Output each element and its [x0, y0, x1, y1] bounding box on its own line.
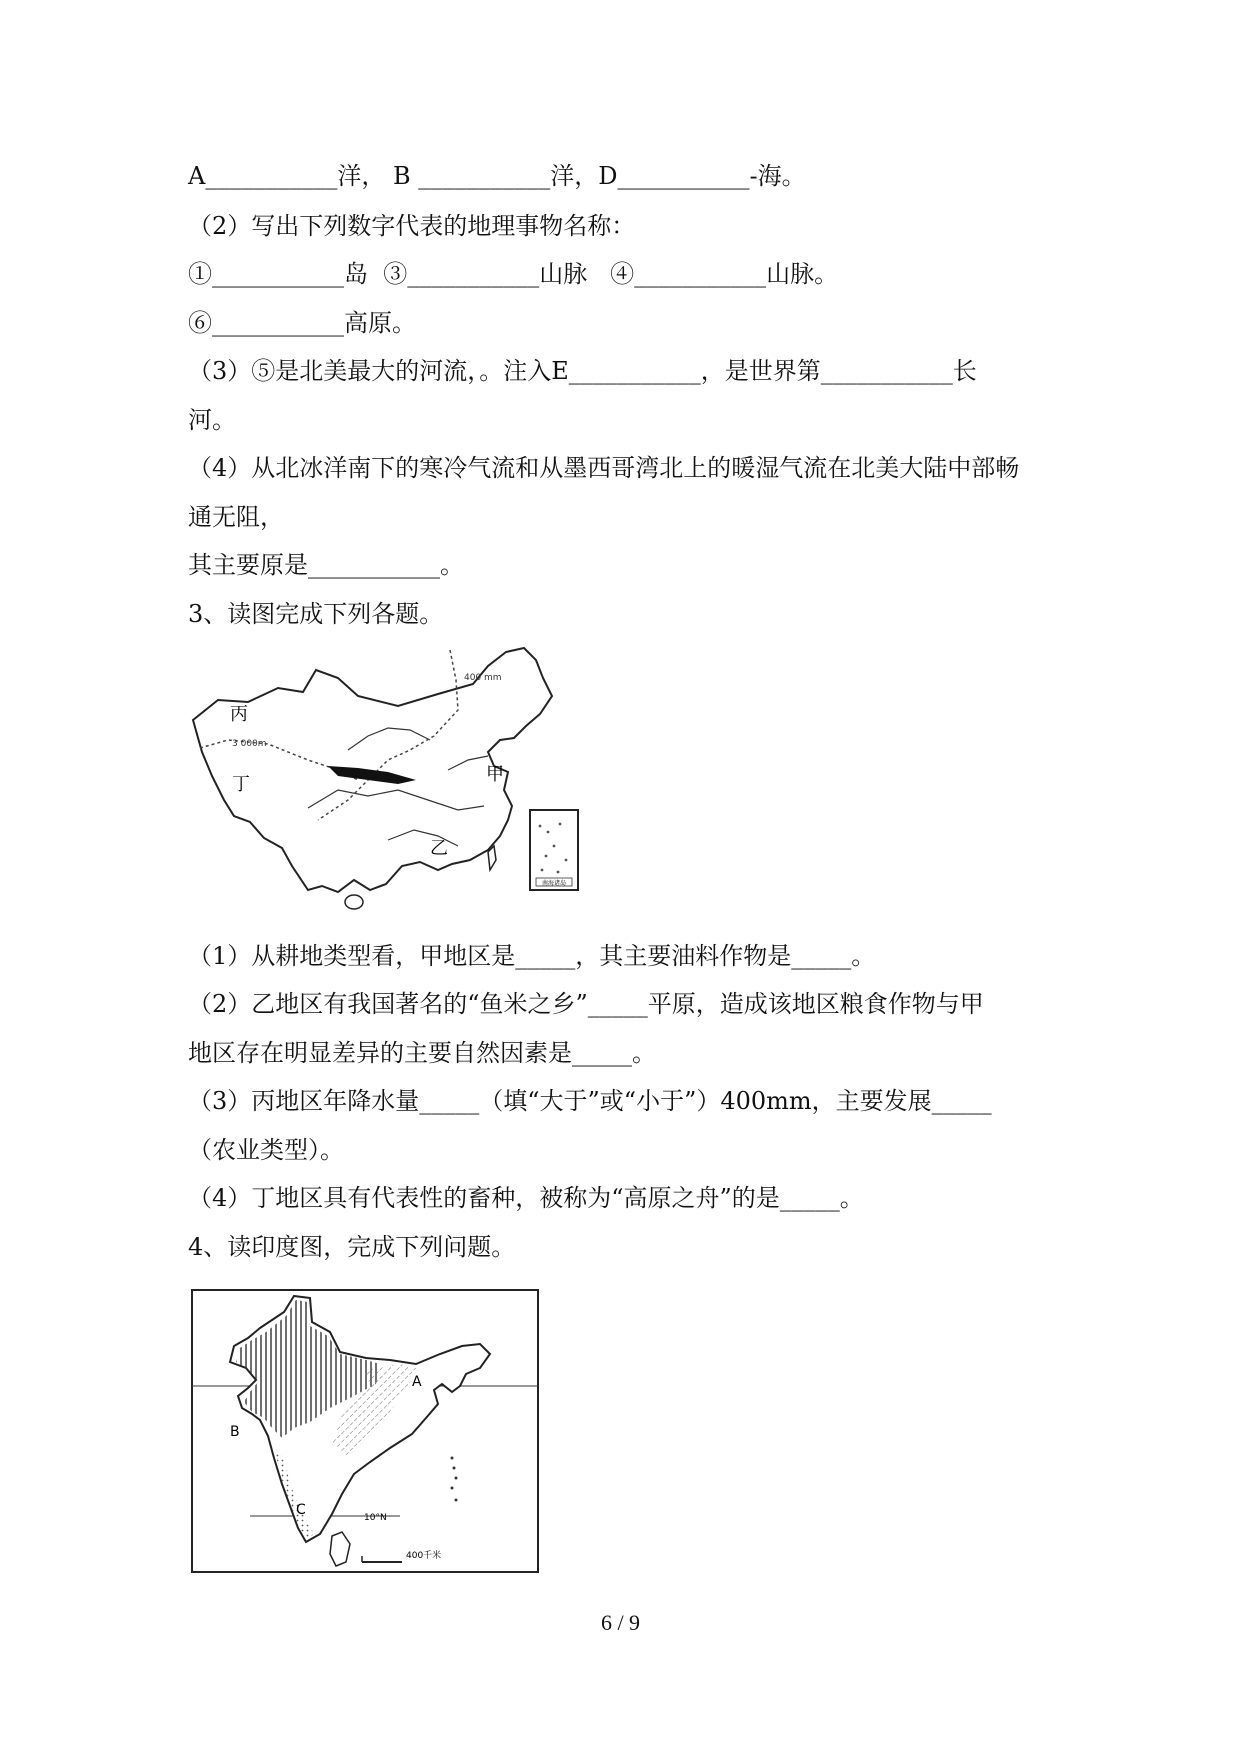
- question-4-title: 4、读印度图，完成下列问题。: [188, 1233, 516, 1261]
- text-line-1: A___________洋， B ___________洋，D___________-海。: [188, 162, 806, 190]
- label-10n: 10°N: [364, 1513, 387, 1523]
- text-line-q3-6: （4）丁地区具有代表性的畜种，被称为“高原之舟”的是_____。: [188, 1184, 864, 1212]
- china-map: [188, 640, 580, 930]
- text-line-6: 河。: [188, 406, 236, 434]
- text-line-q3-3: 地区存在明显差异的主要自然因素是_____。: [188, 1039, 656, 1067]
- text-line-q3-4: （3）丙地区年降水量_____（填“大于”或“小于”）400mm，主要发展_____: [188, 1087, 992, 1115]
- text-line-8: 通无阻，: [188, 503, 284, 531]
- question-3-title: 3、读图完成下列各题。: [188, 600, 444, 628]
- text-line-9: 其主要原是___________。: [188, 551, 464, 579]
- inset-label: 南海诸岛: [541, 880, 567, 887]
- label-isohyet: 400 mm: [464, 673, 502, 683]
- text-line-7: （4）从北冰洋南下的寒冷气流和从墨西哥湾北上的暖湿气流在北美大陆中部畅: [188, 454, 1020, 482]
- scale-label: 400千米: [406, 1551, 442, 1561]
- text-line-q3-2: （2）乙地区有我国著名的“鱼米之乡”_____平原，造成该地区粮食作物与甲: [188, 990, 984, 1018]
- text-line-2: （2）写出下列数字代表的地理事物名称：: [188, 212, 636, 240]
- label-yi: 乙: [430, 838, 448, 859]
- label-c: C: [296, 1502, 306, 1518]
- text-line-q3-1: （1）从耕地类型看，甲地区是_____，其主要油料作物是_____。: [188, 942, 876, 970]
- label-jia: 甲: [486, 764, 504, 785]
- label-a: A: [412, 1374, 422, 1390]
- text-line-3: ①___________岛 ③___________山脉 ④___________山脉。: [188, 260, 839, 288]
- label-ding: 丁: [232, 774, 250, 795]
- page-number: 6 / 9: [600, 1610, 641, 1635]
- label-contour: 3 000m: [232, 739, 267, 749]
- label-bing: 丙: [230, 704, 248, 725]
- text-line-4: ⑥___________高原。: [188, 309, 416, 337]
- text-line-q3-5: （农业类型）。: [188, 1136, 344, 1164]
- label-b: B: [230, 1424, 240, 1440]
- text-line-5: （3）⑤是北美最大的河流，。注入E___________，是世界第___________长: [188, 357, 977, 385]
- india-map: [190, 1288, 540, 1574]
